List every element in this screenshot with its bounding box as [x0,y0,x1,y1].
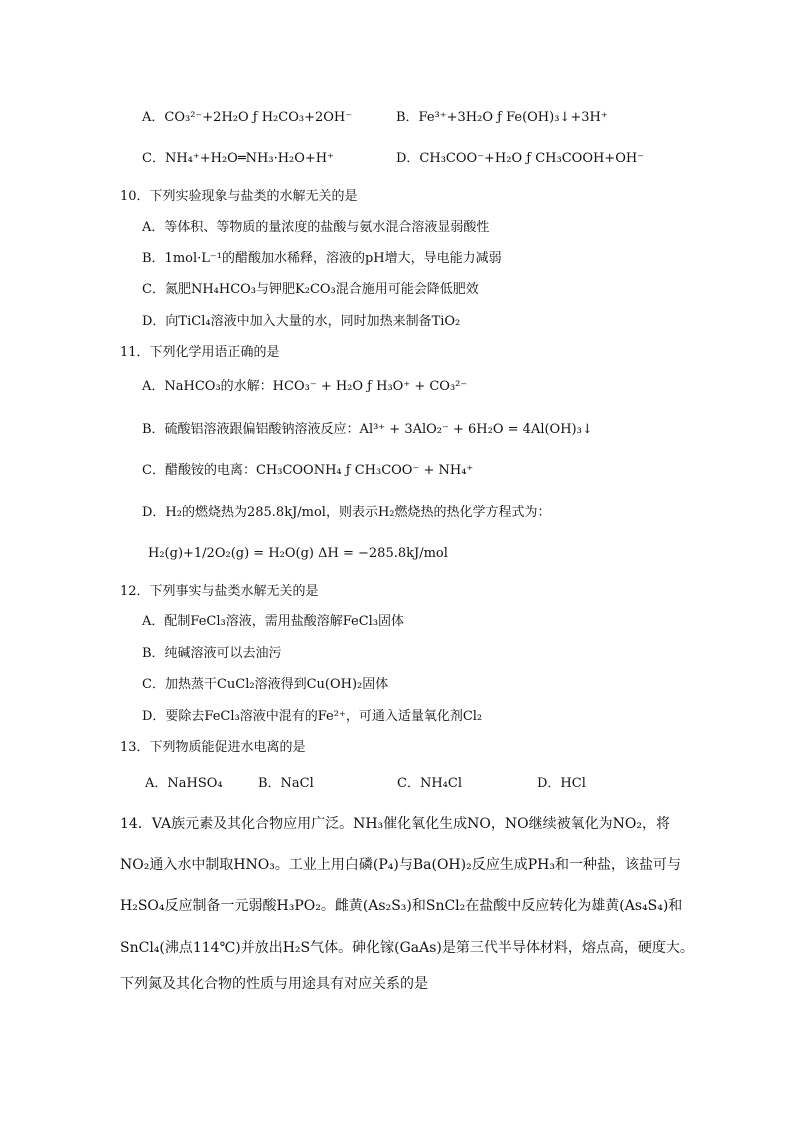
q11-option-d: D．H₂的燃烧热为285.8kJ/mol，则表示H₂燃烧热的热化学方程式为： [142,505,551,520]
q11-option-a: A．NaHCO₃的水解：HCO₃⁻ + H₂O ƒ H₃O⁺ + CO₃²⁻ [142,379,468,394]
q14-line-2: NO₂通入水中制取HNO₃。工业上用白磷(P₄)与Ba(OH)₂反应生成PH₃和一种盐，该盐可与 [120,857,681,873]
q11-option-d-equation: H₂(g)+1/2O₂(g) = H₂O(g) ΔH = −285.8kJ/mol [148,546,448,561]
q14-line-1: 14．VA族元素及其化合物应用广泛。NH₃催化氧化生成NO，NO继续被氧化为NO₂，将 [120,816,670,832]
q13-option-b: B．NaCl [258,776,314,791]
q9-option-a: A．CO₃²⁻+2H₂O ƒ H₂CO₃+2OH⁻ [142,110,353,125]
q10-stem: 10．下列实验现象与盐类的水解无关的是 [120,189,358,204]
q10-option-b: B．1mol·L⁻¹的醋酸加水稀释，溶液的pH增大，导电能力减弱 [142,251,502,266]
q10-option-c: C．氮肥NH₄HCO₃与钾肥K₂CO₃混合施用可能会降低肥效 [142,282,479,297]
q12-option-b: B．纯碱溶液可以去油污 [142,646,282,661]
q11-stem: 11．下列化学用语正确的是 [120,345,280,360]
q10-option-a: A．等体积、等物质的量浓度的盐酸与氨水混合溶液显弱酸性 [142,220,490,235]
q11-option-b: B．硫酸铝溶液跟偏铝酸钠溶液反应：Al³⁺ + 3AlO₂⁻ + 6H₂O = 4Al(OH)₃↓ [142,422,593,437]
q12-stem: 12．下列事实与盐类水解无关的是 [120,584,319,599]
q14-line-3: H₂SO₄反应制备一元弱酸H₃PO₂。雌黄(As₂S₃)和SnCl₂在盐酸中反应转化为雄黄(As₄S₄)和 [120,898,683,914]
q11-option-c: C．醋酸铵的电离：CH₃COONH₄ ƒ CH₃COO⁻ + NH₄⁺ [142,463,474,478]
q13-option-a: A．NaHSO₄ [145,776,223,791]
q12-option-d: D．要除去FeCl₃溶液中混有的Fe²⁺，可通入适量氧化剂Cl₂ [142,709,483,724]
q9-option-d: D．CH₃COO⁻+H₂O ƒ CH₃COOH+OH⁻ [396,151,645,166]
q9-option-b: B．Fe³⁺+3H₂O ƒ Fe(OH)₃↓+3H⁺ [396,110,608,125]
q12-option-c: C．加热蒸干CuCl₂溶液得到Cu(OH)₂固体 [142,677,389,692]
q14-line-4: SnCl₄(沸点114℃)并放出H₂S气体。砷化镓(GaAs)是第三代半导体材料，熔点高，硬度大。 [120,940,694,956]
q13-stem: 13．下列物质能促进水电离的是 [120,740,306,755]
q14-line-5: 下列氮及其化合物的性质与用途具有对应关系的是 [120,976,428,992]
q10-option-d: D．向TiCl₄溶液中加入大量的水，同时加热来制备TiO₂ [142,314,461,329]
q13-option-d: D．HCl [537,776,586,791]
q13-option-c: C．NH₄Cl [397,776,462,791]
q9-option-c: C．NH₄⁺+H₂O═NH₃·H₂O+H⁺ [142,151,335,166]
q12-option-a: A．配制FeCl₃溶液，需用盐酸溶解FeCl₃固体 [142,614,405,629]
